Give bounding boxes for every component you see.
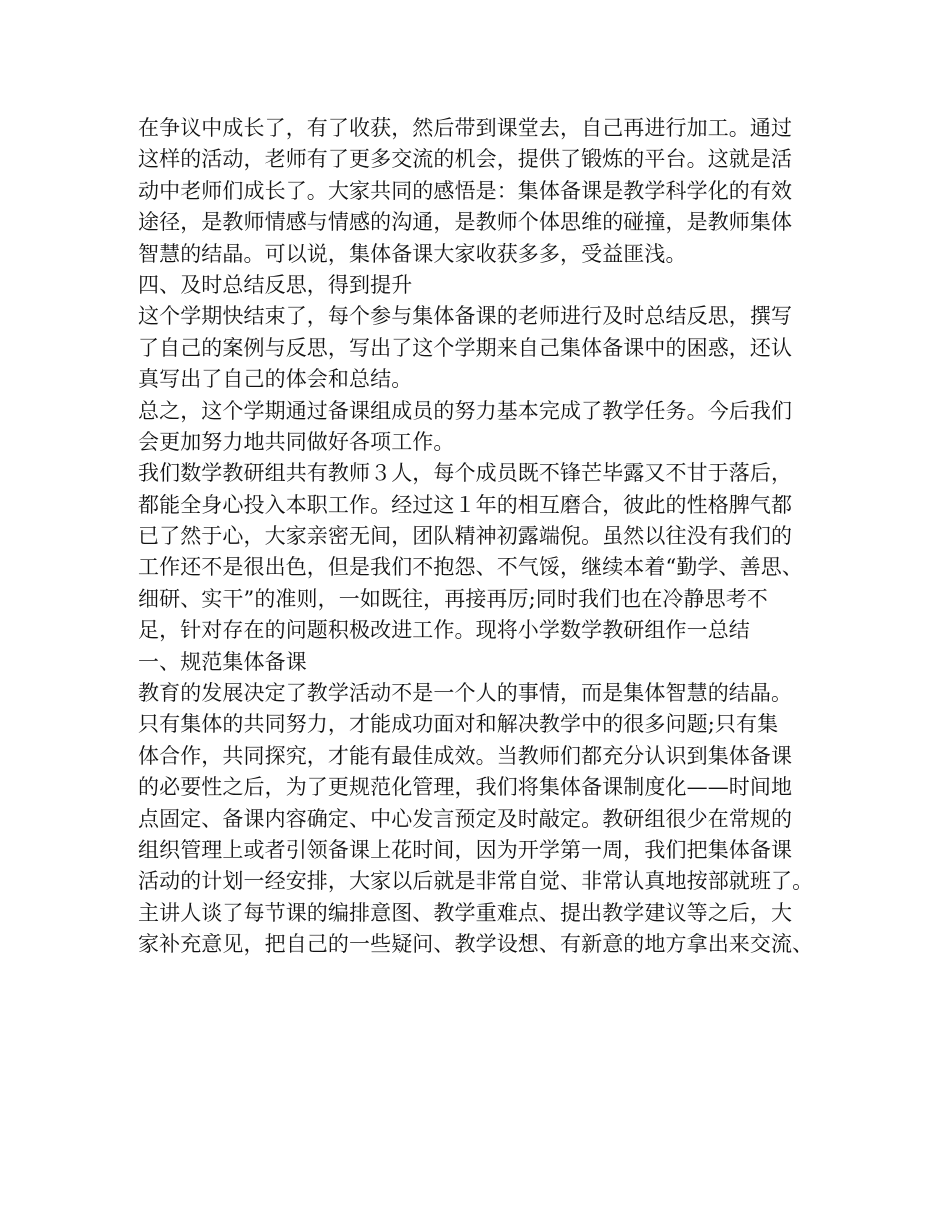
text-line: 家补充意见，把自己的一些疑问、教学设想、有新意的地方拿出来交流、 [138, 932, 814, 957]
text-line: 途径，是教师情感与情感的沟通，是教师个体思维的碰撞，是教师集体 [138, 210, 793, 235]
text-line: 主讲人谈了每节课的编排意图、教学重难点、提出教学建议等之后，大 [138, 900, 793, 925]
text-line: 只有集体的共同努力，才能成功面对和解决教学中的很多问题;只有集 [138, 712, 779, 737]
section-heading: 一、规范集体备课 [138, 649, 307, 674]
text-line: 总之，这个学期通过备课组成员的努力基本完成了教学任务。今后我们 [138, 398, 793, 423]
text-line: 教育的发展决定了教学活动不是一个人的事情，而是集体智慧的结晶。 [138, 681, 793, 706]
text-line: 这个学期快结束了，每个参与集体备课的老师进行及时总结反思，撰写 [138, 304, 793, 329]
text-line: 这样的活动，老师有了更多交流的机会，提供了锻炼的平台。这就是活 [138, 147, 793, 172]
text-line: 动中老师们成长了。大家共同的感悟是：集体备课是教学科学化的有效 [138, 178, 793, 203]
text-line: 真写出了自己的体会和总结。 [138, 367, 413, 392]
text-line: 体合作，共同探究，才能有最佳成效。当教师们都充分认识到集体备课 [138, 743, 793, 768]
text-line: 在争议中成长了，有了收获，然后带到课堂去，自己再进行加工。通过 [138, 116, 793, 140]
document-body [138, 113, 828, 961]
text-line: 细研、实干”的准则，一如既往，再接再厉;同时我们也在冷静思考不 [138, 586, 768, 611]
text-line: 的必要性之后，为了更规范化管理，我们将集体备课制度化——时间地 [138, 775, 793, 800]
text-line: 工作还不是很出色，但是我们不抱怨、不气馁，继续本着“勤学、善思、 [138, 555, 803, 580]
text-line: 组织管理上或者引领备课上花时间，因为开学第一周，我们把集体备课 [138, 837, 793, 862]
section-heading: 四、及时总结反思，得到提升 [138, 272, 413, 297]
text-line: 足，针对存在的问题积极改进工作。现将小学数学教研组作一总结 [138, 618, 750, 643]
text-line: 已了然于心，大家亲密无间，团队精神初露端倪。虽然以往没有我们的 [138, 524, 793, 549]
text-line: 智慧的结晶。可以说，集体备课大家收获多多，受益匪浅。 [138, 241, 687, 266]
text-line: 都能全身心投入本职工作。经过这１年的相互磨合，彼此的性格脾气都 [138, 492, 793, 517]
text-line: 点固定、备课内容确定、中心发言预定及时敲定。教研组很少在常规的 [138, 806, 793, 831]
text-line: 会更加努力地共同做好各项工作。 [138, 429, 455, 454]
text-line: 我们数学教研组共有教师３人，每个成员既不锋芒毕露又不甘于落后， [138, 461, 793, 486]
text-line: 活动的计划一经安排，大家以后就是非常自觉、非常认真地按部就班了。 [138, 869, 814, 894]
text-line: 了自己的案例与反思，写出了这个学期来自己集体备课中的困惑，还认 [138, 335, 793, 360]
